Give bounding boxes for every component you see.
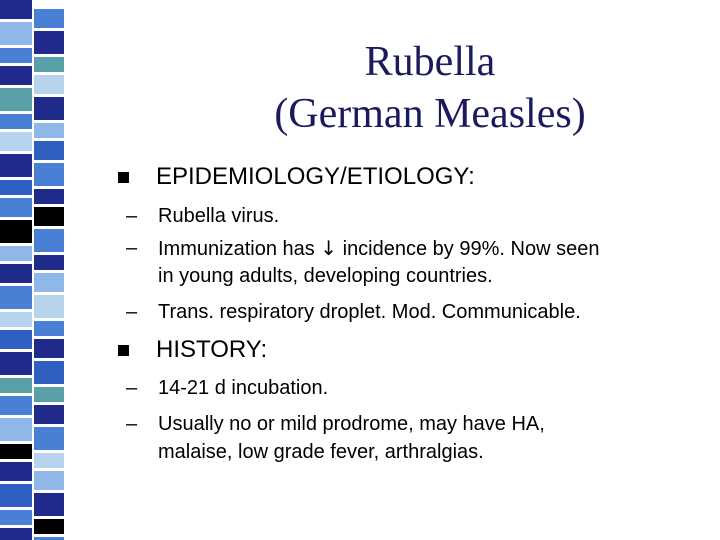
list-item: Trans. respiratory droplet. Mod. Communicable. [158, 301, 581, 323]
list-item: 14-21 d incubation. [158, 377, 329, 399]
dash-marker: – [126, 205, 138, 227]
list-item-continuation: in young adults, developing countries. [158, 265, 493, 287]
list-item: Rubella virus. [158, 205, 280, 227]
dash-marker: – [126, 237, 138, 259]
title-line-2: (German Measles) [274, 91, 586, 137]
list-item [158, 235, 599, 262]
title-line-1: Rubella [364, 39, 496, 85]
dash-marker: – [126, 413, 138, 435]
bullet-square-icon [118, 345, 129, 356]
list-item-text: Immunization has [158, 238, 321, 260]
bullet-square-icon [118, 172, 129, 183]
down-arrow-icon: ↓ [320, 236, 338, 260]
section-heading-history: HISTORY: [156, 336, 268, 363]
list-item: Usually no or mild prodrome, may have HA, [158, 413, 545, 435]
list-item-continuation: malaise, low grade fever, arthralgias. [158, 441, 484, 463]
list-item-text: incidence by 99%. Now seen [337, 238, 600, 260]
section-heading-epidemiology: EPIDEMIOLOGY/ETIOLOGY: [156, 163, 475, 190]
dash-marker: – [126, 377, 138, 399]
dash-marker: – [126, 301, 138, 323]
